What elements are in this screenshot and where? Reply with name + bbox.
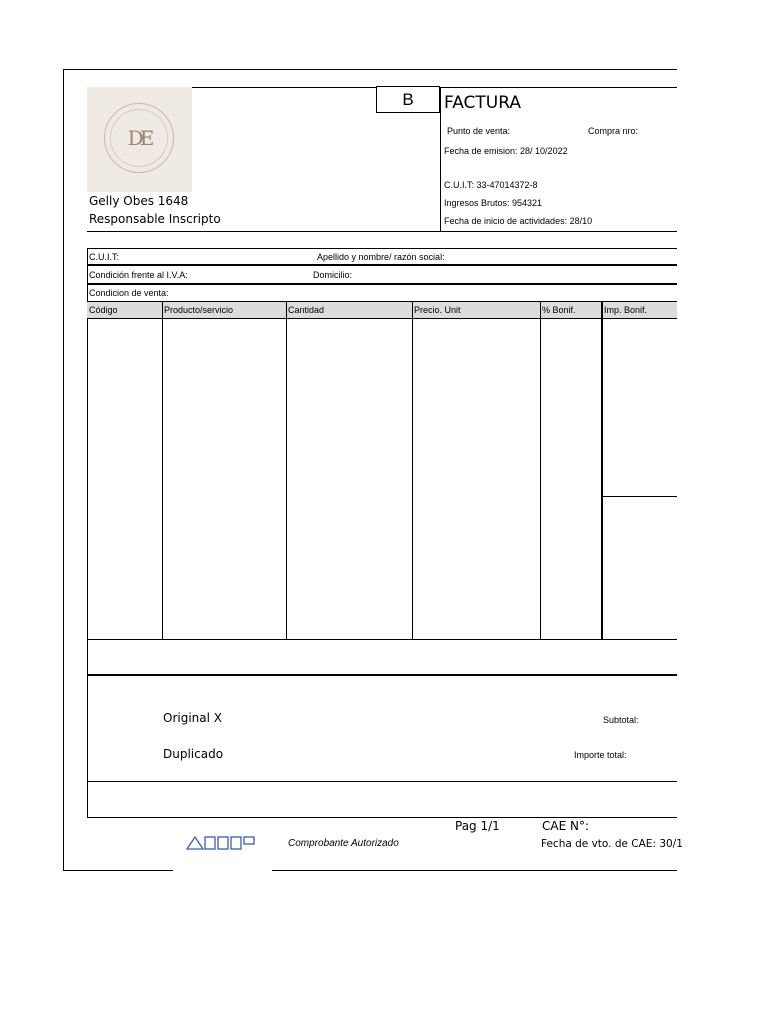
header-cuit: C.U.I.T: 33-47014372-8	[444, 180, 538, 190]
monogram-logo-icon	[104, 103, 174, 173]
company-address: Gelly Obes 1648	[89, 194, 189, 208]
duplicado-label: Duplicado	[163, 747, 224, 761]
table-bottom-line	[87, 639, 677, 640]
fecha-vto-cae: Fecha de vto. de CAE: 30/1	[541, 838, 683, 850]
client-line-1	[87, 264, 677, 266]
col-producto: Producto/servicio	[164, 305, 234, 315]
original-label: Original X	[163, 711, 222, 725]
col-line-2	[286, 301, 287, 640]
frame-top-line	[63, 69, 677, 70]
fecha-inicio: Fecha de inicio de actividades: 28/10	[444, 216, 593, 226]
compra-nro: Compra nro:	[588, 126, 639, 136]
col-line-5	[601, 301, 603, 640]
header-divider	[440, 87, 441, 231]
client-line-2	[87, 283, 677, 285]
col-bonif: % Bonif.	[542, 305, 576, 315]
client-condicion-iva: Condición frente al I.V.A:	[89, 270, 188, 280]
col-cantidad: Cantidad	[288, 305, 325, 315]
client-nombre: Apellido y nombre/ razón social:	[317, 252, 445, 262]
header-bottom-line	[87, 231, 677, 232]
fecha-emision: Fecha de emision: 28/ 10/2022	[444, 146, 568, 156]
cae-number: CAE N°:	[542, 819, 590, 833]
totals-top-line	[87, 674, 677, 676]
client-top-line	[87, 248, 677, 249]
inner-left-line	[87, 248, 88, 818]
frame-bottom-line-right	[272, 870, 677, 871]
frame-left-line	[63, 69, 64, 871]
company-logo	[87, 87, 192, 192]
invoice-title: FACTURA	[444, 93, 521, 113]
col-imp-bonif: Imp. Bonif.	[604, 305, 648, 315]
col-line-1	[162, 301, 163, 640]
client-cuit: C.U.I.T:	[89, 252, 120, 262]
subtotal-label: Subtotal:	[603, 715, 639, 725]
afip-logo-icon	[186, 836, 256, 850]
client-condicion-venta: Condicion de venta:	[89, 288, 169, 298]
ingresos-brutos: Ingresos Brutos: 954321	[444, 198, 543, 208]
col-line-3	[412, 301, 413, 640]
comprobante-autorizado: Comprobante Autorizado	[288, 838, 399, 849]
col-precio: Precio. Unit	[414, 305, 461, 315]
frame-bottom-line	[63, 870, 173, 871]
col-codigo: Código	[89, 305, 118, 315]
logo-monogram: DE	[127, 126, 151, 150]
importe-total-label: Importe total:	[574, 750, 627, 760]
client-domicilio: Domicilio:	[313, 270, 353, 280]
invoice-letter: B	[402, 90, 414, 109]
punto-de-venta: Punto de venta:	[447, 126, 511, 136]
page-number: Pag 1/1	[455, 819, 500, 833]
totals-bottom-line	[87, 781, 677, 782]
col-line-4	[540, 301, 541, 640]
imp-bonif-divider	[602, 496, 677, 497]
company-condition: Responsable Inscripto	[89, 212, 221, 226]
footer-top-line	[87, 817, 677, 818]
invoice-letter-box	[376, 86, 440, 113]
